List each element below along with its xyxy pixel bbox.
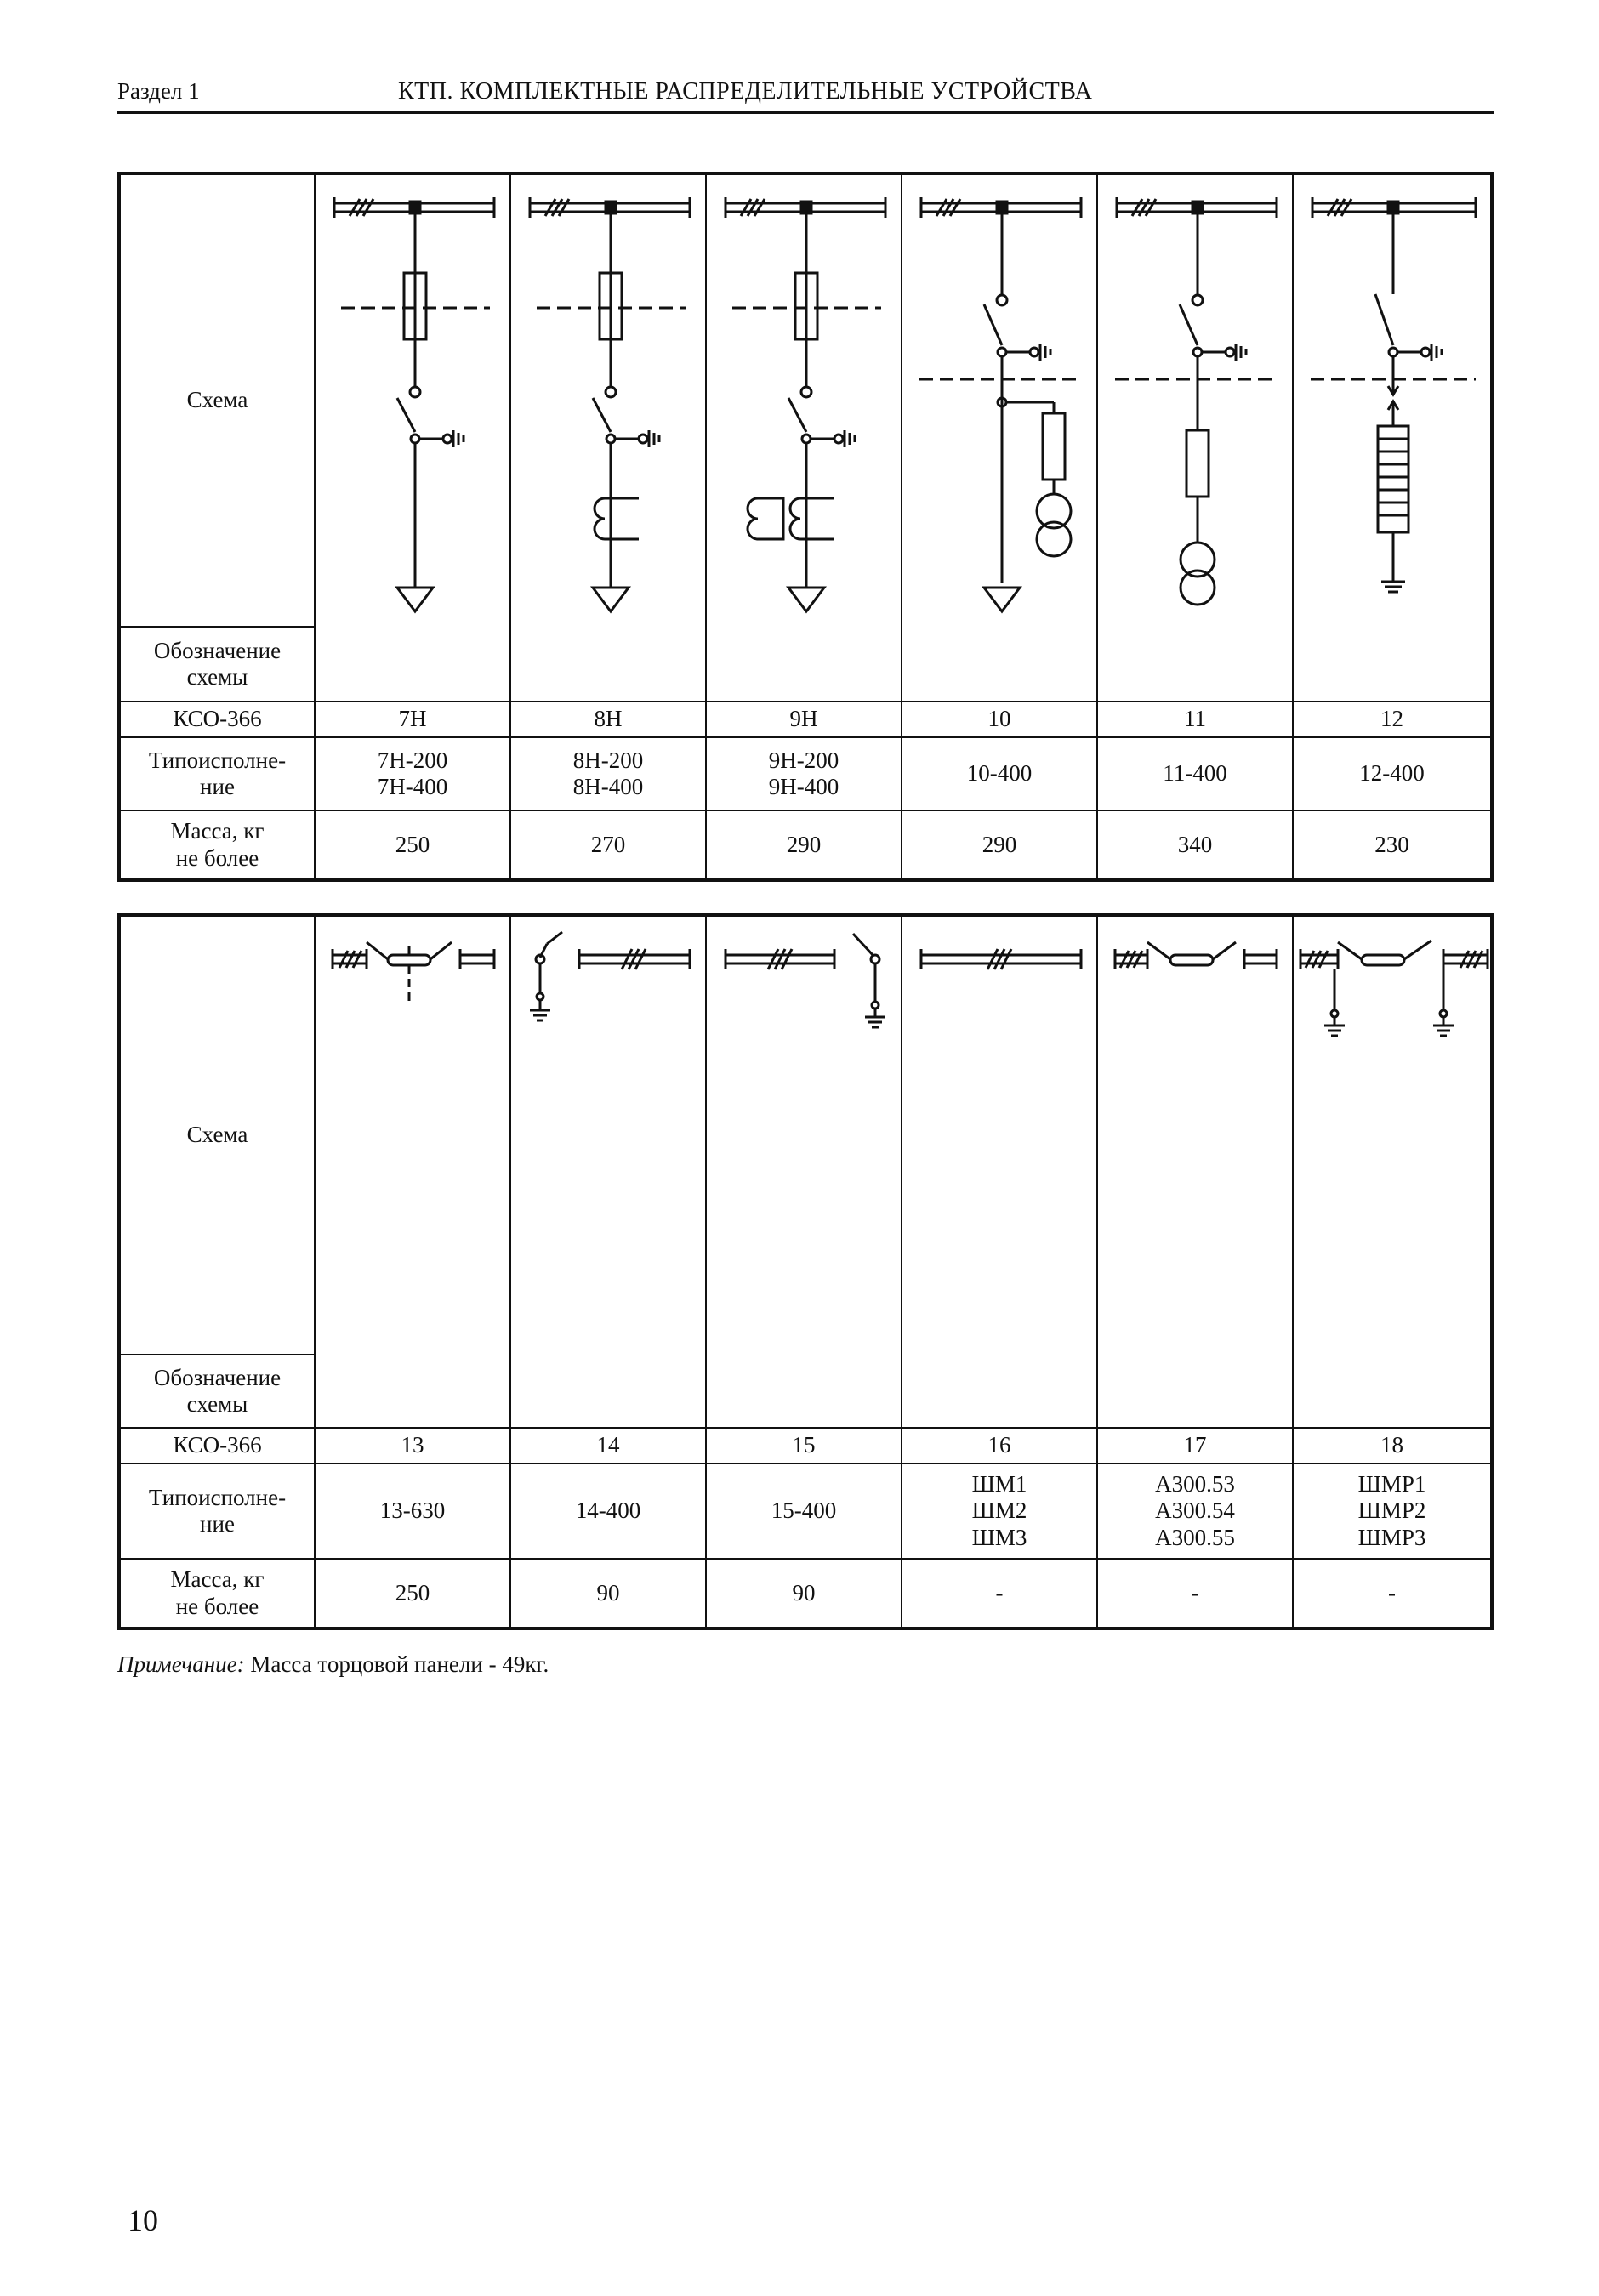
mass-cell: 90 [706, 1559, 902, 1628]
variant-cell: 12-400 [1293, 737, 1492, 810]
scheme-8n [510, 173, 706, 702]
code-cell: 13 [315, 1428, 510, 1463]
variant-cell: ШМР1 ШМР2 ШМР3 [1293, 1463, 1492, 1559]
mass-cell: 290 [902, 810, 1097, 880]
scheme-11-diagram [1098, 175, 1294, 701]
mass-cell: 340 [1097, 810, 1293, 880]
code-cell: 15 [706, 1428, 902, 1463]
page-number: 10 [128, 2203, 158, 2237]
note-label: Примечание: [117, 1651, 245, 1677]
scheme-14-diagram [511, 917, 707, 1427]
scheme-15-diagram [707, 917, 902, 1427]
page-title: КТП. КОМПЛЕКТНЫЕ РАСПРЕДЕЛИТЕЛЬНЫЕ УСТРОЙСТВА [398, 78, 1093, 105]
mass-cell: - [902, 1559, 1097, 1628]
variant-cell: А300.53 А300.54 А300.55 [1097, 1463, 1293, 1559]
variant-cell: 14-400 [510, 1463, 706, 1559]
series-label: КСО-366 [119, 702, 315, 737]
scheme-10-diagram [902, 175, 1098, 701]
variant-cell: 9Н-200 9Н-400 [706, 737, 902, 810]
scheme-18-diagram [1294, 917, 1493, 1427]
variant-cell: ШМ1 ШМ2 ШМ3 [902, 1463, 1097, 1559]
mass-label: Масса, кг не более [119, 1559, 315, 1628]
series-label: КСО-366 [119, 1428, 315, 1463]
code-cell: 18 [1293, 1428, 1492, 1463]
variant-label: Типоисполне- ние [119, 737, 315, 810]
scheme-7n [315, 173, 510, 702]
scheme-13 [315, 915, 510, 1428]
scheme-9n-diagram [707, 175, 902, 701]
scheme-16 [902, 915, 1097, 1428]
variant-label: Типоисполне- ние [119, 1463, 315, 1559]
code-cell: 16 [902, 1428, 1097, 1463]
scheme-table-2 [117, 913, 1494, 1630]
scheme-label: Схема [119, 915, 315, 1355]
mass-cell: - [1293, 1559, 1492, 1628]
code-cell: 9Н [706, 702, 902, 737]
scheme-label: Схема [119, 173, 315, 627]
scheme-8n-diagram [511, 175, 707, 701]
mass-cell: 250 [315, 810, 510, 880]
scheme-17 [1097, 915, 1293, 1428]
variant-cell: 8Н-200 8Н-400 [510, 737, 706, 810]
scheme-9n [706, 173, 902, 702]
scheme-table-1 [117, 172, 1494, 882]
scheme-12 [1293, 173, 1492, 702]
code-cell: 8Н [510, 702, 706, 737]
code-cell: 11 [1097, 702, 1293, 737]
note-text: Масса торцовой панели - 49кг. [250, 1651, 549, 1677]
section-label: Раздел 1 [117, 78, 200, 104]
designation-label: Обозначение схемы [119, 627, 315, 702]
scheme-11 [1097, 173, 1293, 702]
variant-cell: 15-400 [706, 1463, 902, 1559]
code-cell: 17 [1097, 1428, 1293, 1463]
variant-cell: 10-400 [902, 737, 1097, 810]
mass-cell: 230 [1293, 810, 1492, 880]
scheme-12-diagram [1294, 175, 1493, 701]
scheme-18 [1293, 915, 1492, 1428]
scheme-15 [706, 915, 902, 1428]
variant-cell: 13-630 [315, 1463, 510, 1559]
scheme-17-diagram [1098, 917, 1294, 1427]
scheme-7n-diagram [316, 175, 511, 701]
mass-label: Масса, кг не более [119, 810, 315, 880]
mass-cell: 270 [510, 810, 706, 880]
mass-cell: 90 [510, 1559, 706, 1628]
variant-cell: 11-400 [1097, 737, 1293, 810]
mass-cell: 250 [315, 1559, 510, 1628]
mass-cell: 290 [706, 810, 902, 880]
mass-cell: - [1097, 1559, 1293, 1628]
code-cell: 12 [1293, 702, 1492, 737]
page-header [117, 78, 1494, 114]
variant-cell: 7Н-200 7Н-400 [315, 737, 510, 810]
code-cell: 7Н [315, 702, 510, 737]
scheme-14 [510, 915, 706, 1428]
scheme-16-diagram [902, 917, 1098, 1427]
designation-label: Обозначение схемы [119, 1355, 315, 1428]
code-cell: 10 [902, 702, 1097, 737]
scheme-13-diagram [316, 917, 511, 1427]
scheme-10 [902, 173, 1097, 702]
note [117, 1651, 549, 1678]
code-cell: 14 [510, 1428, 706, 1463]
